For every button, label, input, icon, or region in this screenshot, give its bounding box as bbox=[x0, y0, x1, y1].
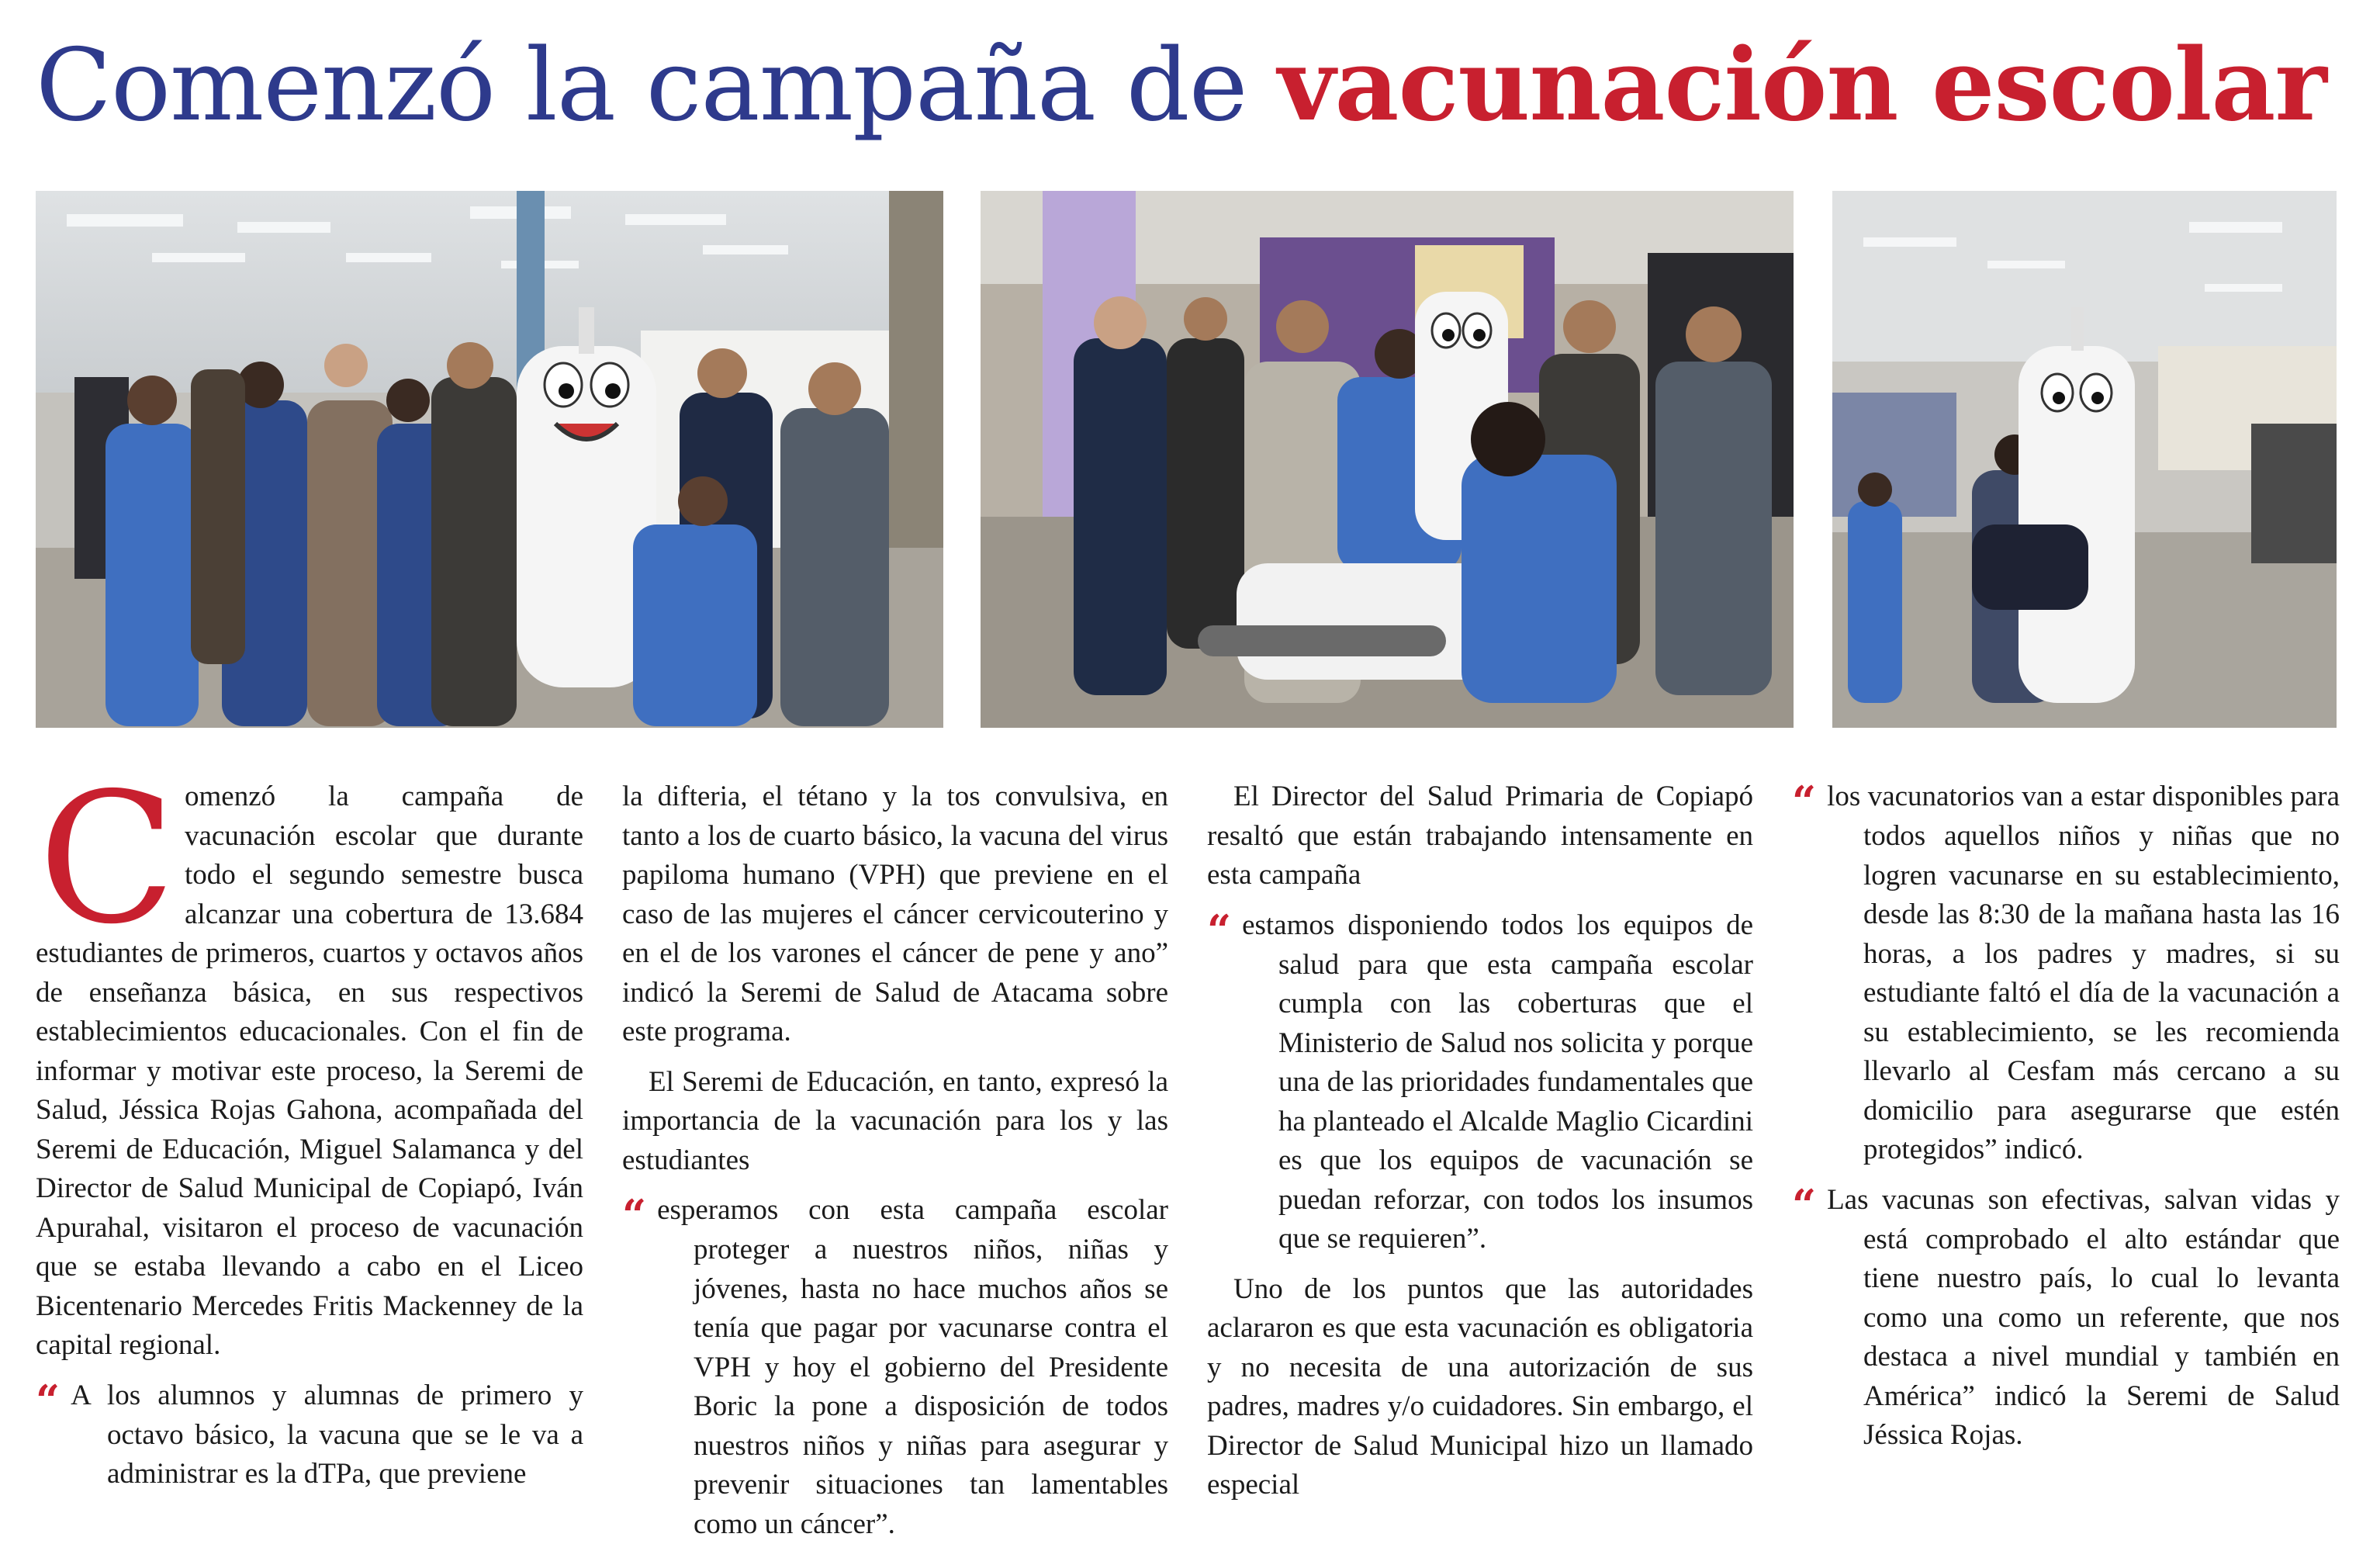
article-column-1 bbox=[36, 754, 583, 1491]
quote-paragraph bbox=[1792, 777, 2340, 1170]
quote-text: estamos disponiendo todos los equipos de salud para que esta campaña escolar cumpla con las coberturas que el Ministerio de Salud nos solicita y porque una de las prioridades fundamentales que ha planteado el Alcalde Maglio Cicardini es que los equipos de vacunación se puedan reforzar, con todos los insumos que se requieren”. bbox=[1242, 909, 1753, 1255]
article-column-4 bbox=[1792, 777, 2340, 1491]
quote-paragraph bbox=[622, 1191, 1168, 1544]
article-column-3 bbox=[1207, 777, 1753, 1501]
quote-paragraph bbox=[36, 1376, 583, 1494]
headline-part-red: vacunación escolar bbox=[1278, 27, 2326, 144]
headline bbox=[36, 23, 2347, 147]
body-paragraph: Uno de los puntos que las autoridades aclararon es que esta vacunación es obligatoria y no necesita de una autorización de sus padres, madres y/o cuidadores. Sin embargo, el Director de Salud Municipal hizo un llamado especial bbox=[1207, 1272, 1753, 1501]
photo-mascot-hug bbox=[1832, 191, 2337, 728]
quote-mark-icon: “ bbox=[36, 1375, 61, 1425]
quote-text: esperamos con esta campaña escolar proteger a nuestros niños, niñas y jóvenes, hasta no hace muchos años se tenía que pagar por vacunarse contra el VPH y hoy el gobierno del Presidente Boric la pone a disposición de todos nuestros niños y niñas para asegurar y prevenir situaciones tan lamentables como un cáncer”. bbox=[657, 1194, 1168, 1540]
quote-text: Las vacunas son efectivas, salvan vidas y está comprobado el alto estándar que tiene nuestro país, lo cual lo levanta como una como un referente, que nos destaca a nivel mundial y también en América” indicó la Seremi de Salud Jéssica Rojas. bbox=[1827, 1183, 2340, 1451]
photo-vaccination bbox=[981, 191, 1794, 728]
quote-mark-icon: “ bbox=[622, 1190, 647, 1240]
quote-paragraph bbox=[1207, 906, 1753, 1259]
quote-mark-icon: “ bbox=[1792, 1179, 1817, 1230]
quote-text: los vacunatorios van a estar disponibles para todos aquellos niños y niñas que no logren vacunarse en su establecimiento, desde las 8:30 de la mañana hasta las 16 horas, a los padres y madres, si su estudiante faltó el día de la vacunación a su establecimiento, se les recomienda llevarlo al Cesfam más cercano a su domicilio para asegurarse que estén protegidos” indicó. bbox=[1827, 781, 2340, 1165]
body-paragraph: El Director del Salud Primaria de Copiapó resaltó que están trabajando intensamente en esta campaña bbox=[1207, 781, 1753, 891]
body-paragraph: El Seremi de Educación, en tanto, expresó la importancia de la vacunación para los y las estudiantes bbox=[622, 1065, 1168, 1176]
photo-group-mascot bbox=[36, 191, 943, 728]
lead-paragraph bbox=[36, 754, 583, 1366]
drop-cap: C bbox=[38, 754, 176, 964]
quote-mark-icon: “ bbox=[1207, 905, 1232, 955]
quote-mark-icon: “ bbox=[1792, 777, 1817, 826]
headline-part-blue: Comenzó la campaña de bbox=[36, 28, 1278, 144]
body-paragraph: la difteria, el tétano y la tos convulsiva, en tanto a los de cuarto básico, la vacuna del virus papiloma humano (VPH) que previene en el caso de las mujeres el cáncer cervicouterino y en el de los varones el cáncer de pene y ano” indicó la Seremi de Salud de Atacama sobre este programa. bbox=[622, 781, 1168, 1047]
quote-paragraph bbox=[1792, 1181, 2340, 1456]
lead-text: omenzó la campaña de vacunación escolar que durante todo el segundo semestre busca alcanzar una cobertura de 13.684 estudiantes de primeros, cuartos y octavos años de enseñanza básica, en sus respectivos establecimientos educacionales. Con el fin de informar y motivar este proceso, la Seremi de Salud, Jéssica Rojas Gahona, acompañada del Seremi de Educación, Miguel Salamanca y del Director de Salud Municipal de Copiapó, Iván Apurahal, visitaron el proceso de vacunación que se estaba llevando a cabo en el Liceo Bicentenario Mercedes Fritis Mackenney de la capital regional. bbox=[36, 781, 583, 1361]
quote-text: A los alumnos y alumnas de primero y octavo básico, la vacuna que se le va a administrar es la dTPa, que previene bbox=[71, 1379, 583, 1490]
article-column-2 bbox=[622, 777, 1168, 1540]
